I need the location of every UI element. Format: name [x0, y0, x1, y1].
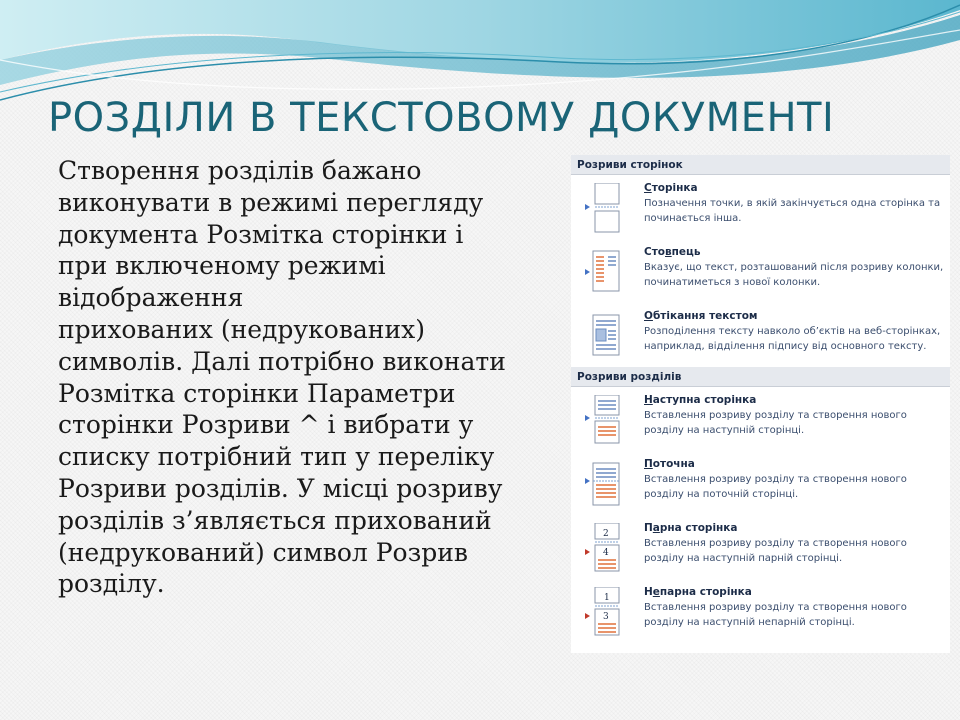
text-wrapping-icon: [581, 311, 623, 361]
column-break-description: Вказує, що текст, розташований після розриву колонки, починатиметься з нової колонки.: [644, 262, 944, 288]
next-page-icon: [581, 395, 623, 445]
continuous-description: Вставлення розриву розділу та створення нового розділу на поточній сторінці.: [644, 474, 907, 500]
odd-page-icon: [581, 587, 623, 637]
menu-item-column-break[interactable]: [571, 239, 950, 303]
next-page-description: Вставлення розриву розділу та створення нового розділу на наступній сторінці.: [644, 410, 907, 436]
continuous-icon: [581, 459, 623, 509]
text-wrapping-description: Розподілення тексту навколо об’єктів на веб-сторінках, наприклад, відділення підпису від основного тексту.: [644, 326, 941, 352]
page-break-title: Сторінка: [644, 182, 698, 194]
odd-page-number-top: 1: [604, 593, 610, 603]
section-breaks-header: Розриви розділів: [571, 367, 950, 387]
odd-page-description: Вставлення розриву розділу та створення нового розділу на наступній непарній сторінці.: [644, 602, 907, 628]
breaks-menu: [571, 155, 950, 653]
even-page-number-top: 2: [603, 529, 609, 539]
column-break-title: Стовпець: [644, 246, 701, 258]
continuous-title: Поточна: [644, 458, 695, 470]
text-wrapping-title: Обтікання текстом: [644, 310, 758, 322]
slide-title: РОЗДІЛИ В ТЕКСТОВОМУ ДОКУМЕНТІ: [48, 95, 835, 141]
column-break-icon: [581, 247, 623, 297]
even-page-description: Вставлення розриву розділу та створення нового розділу на наступній парній сторінці.: [644, 538, 907, 564]
menu-item-continuous[interactable]: [571, 451, 950, 515]
even-page-title: Парна сторінка: [644, 522, 738, 534]
next-page-title: Наступна сторінка: [644, 394, 757, 406]
odd-page-number-bottom: 3: [603, 612, 609, 622]
even-page-icon: [581, 523, 623, 573]
page-break-icon: [581, 183, 623, 233]
menu-item-next-page[interactable]: [571, 387, 950, 451]
page-break-description: Позначення точки, в якій закінчується одна сторінка та починається інша.: [644, 198, 941, 224]
odd-page-title: Непарна сторінка: [644, 586, 752, 598]
menu-item-page-break[interactable]: [571, 175, 950, 239]
even-page-number-bottom: 4: [603, 548, 609, 558]
slide-body-text: Створення розділів бажано виконувати в режимі перегляду документа Розмітка сторінки і при включеному режимі відображення прихованих (недрукованих) символів. Далі потрібно виконати Розмітка сторінки Параметри сторінки Розриви ^ і вибрати у списку потрібний тип у переліку Розриви розділів. У місці розриву розділів з’являється прихований (недрукований) символ Розрив розділу.: [58, 156, 506, 599]
page-breaks-header: Розриви сторінок: [571, 155, 950, 175]
menu-item-text-wrapping[interactable]: [571, 303, 950, 367]
menu-item-even-page[interactable]: [571, 515, 950, 579]
menu-item-odd-page[interactable]: [571, 579, 950, 643]
